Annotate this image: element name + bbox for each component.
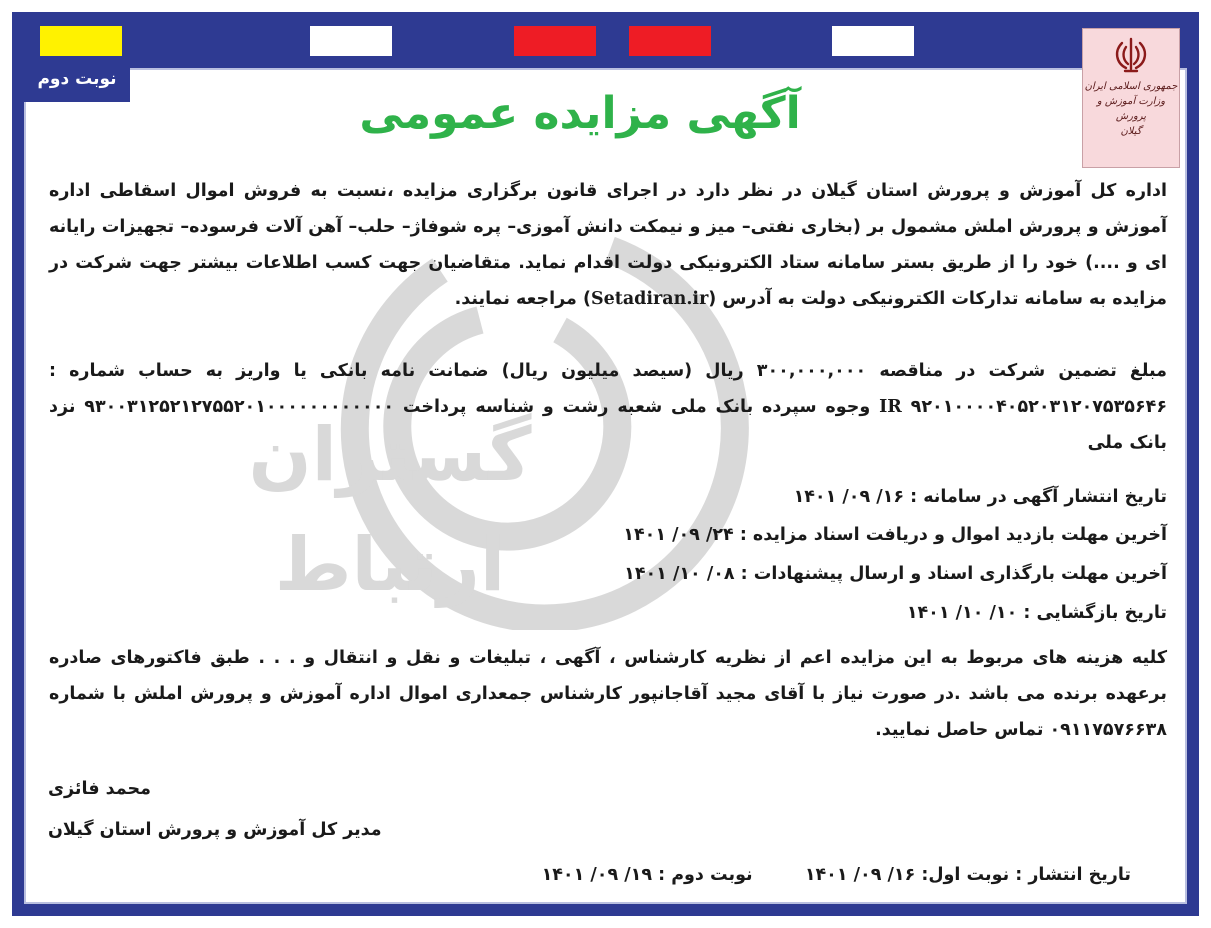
intro-paragraph — [49, 173, 1167, 317]
submit-deadline-line: آخرین مهلت بارگذاری اسناد و ارسال پیشنهادات : ۰۸/ ۱۰/ ۱۴۰۱ — [624, 564, 1167, 584]
logo-text-line: جمهوری اسلامی ایران — [1084, 81, 1178, 92]
ministry-logo — [1082, 28, 1180, 168]
yellow-stripe — [40, 26, 122, 56]
page-title: آگهی مزایده عمومی — [359, 88, 801, 139]
iban-prefix: IR — [879, 397, 902, 417]
red-stripe — [629, 26, 711, 56]
visit-deadline-line: آخرین مهلت بازدید اموال و دریافت اسناد مزایده : ۲۴/ ۰۹/ ۱۴۰۱ — [623, 525, 1167, 545]
opening-date-line: تاریخ بازگشایی : ۱۰/ ۱۰/ ۱۴۰۱ — [906, 603, 1167, 623]
red-stripe — [514, 26, 596, 56]
footer-publish-label: تاریخ انتشار : — [1015, 865, 1131, 885]
watermark-text: ارتباط — [274, 522, 506, 608]
watermark-text: گستران — [248, 412, 532, 498]
iran-emblem-icon — [1108, 35, 1154, 75]
logo-text-line: گیلان — [1120, 126, 1142, 137]
logo-text — [1083, 79, 1179, 139]
white-stripe — [310, 26, 392, 56]
signatory-name: محمد فائزی — [48, 779, 151, 799]
guarantee-paragraph — [49, 353, 1167, 461]
footer-first-round: نوبت اول: ۱۶/ ۰۹/ ۱۴۰۱ — [804, 865, 1010, 885]
white-stripe — [832, 26, 914, 56]
guarantee-text-end: وجوه سپرده بانک ملی شعبه رشت و شناسه پرداخت ۹۳۰۰۳۱۲۵۲۱۲۷۵۵۲۰۱۰۰۰۰۰۰۰۰۰۰۰۰ نزد بانک ملی — [49, 397, 1167, 453]
guarantee-text: مبلغ تضمین شرکت در مناقصه ۳۰۰,۰۰۰,۰۰۰ ریال (سیصد میلیون ریال) ضمانت نامه بانکی یا واریز به حساب شماره : ۹۲۰۱۰۰۰۰۴۰۵۲۰۳۱۲۰۷۵۳۵۶۴۶ — [49, 361, 1168, 417]
signatory-position: مدیر کل آموزش و پرورش استان گیلان — [48, 820, 382, 840]
round-badge: نوبت دوم — [24, 56, 130, 102]
costs-paragraph: کلیه هزینه های مربوط به این مزایده اعم از نظریه کارشناس ، آگهی ، تبلیغات و نقل و انتقال و . . . طبق فاکتورهای صادره برعهده برنده می باشد .در صورت نیاز با آقای مجید آقاجانپور کارشناس جمعداری اموال اداره آموزش و پرورش املش با شماره ۰۹۱۱۷۵۷۶۶۳۸ تماس حاصل نمایید. — [49, 648, 1167, 740]
setadiran-link[interactable]: Setadiran.ir — [590, 289, 709, 309]
footer-second-round: نوبت دوم : ۱۹/ ۰۹/ ۱۴۰۱ — [541, 865, 753, 885]
logo-text-line: وزارت آموزش و پرورش — [1096, 96, 1166, 122]
intro-text: اداره کل آموزش و پرورش استان گیلان در نظر دارد در اجرای قانون برگزاری مزایده ،نسبت به فروش اموال اسقاطی اداره آموزش و پرورش املش مشمول بر (بخاری نفتی– میز و نیمکت دانش آموزی– پره شوفاژ– حلب– آهن آلات فرسوده– تجهیزات رایانه ای و ....) خود را از طریق بستر سامانه ستاد الکترونیکی دولت اقدام نماید. متقاضیان جهت کسب اطلاعات بیشتر جهت شرکت در مزایده به سامانه تدارکات الکترونیکی دولت به آدرس ( — [49, 181, 1167, 309]
publish-date-line: تاریخ انتشار آگهی در سامانه : ۱۶/ ۰۹/ ۱۴۰۱ — [793, 487, 1167, 507]
footer-publish-dates — [542, 857, 1131, 893]
intro-text-end: ) مراجعه نمایند. — [454, 289, 591, 309]
